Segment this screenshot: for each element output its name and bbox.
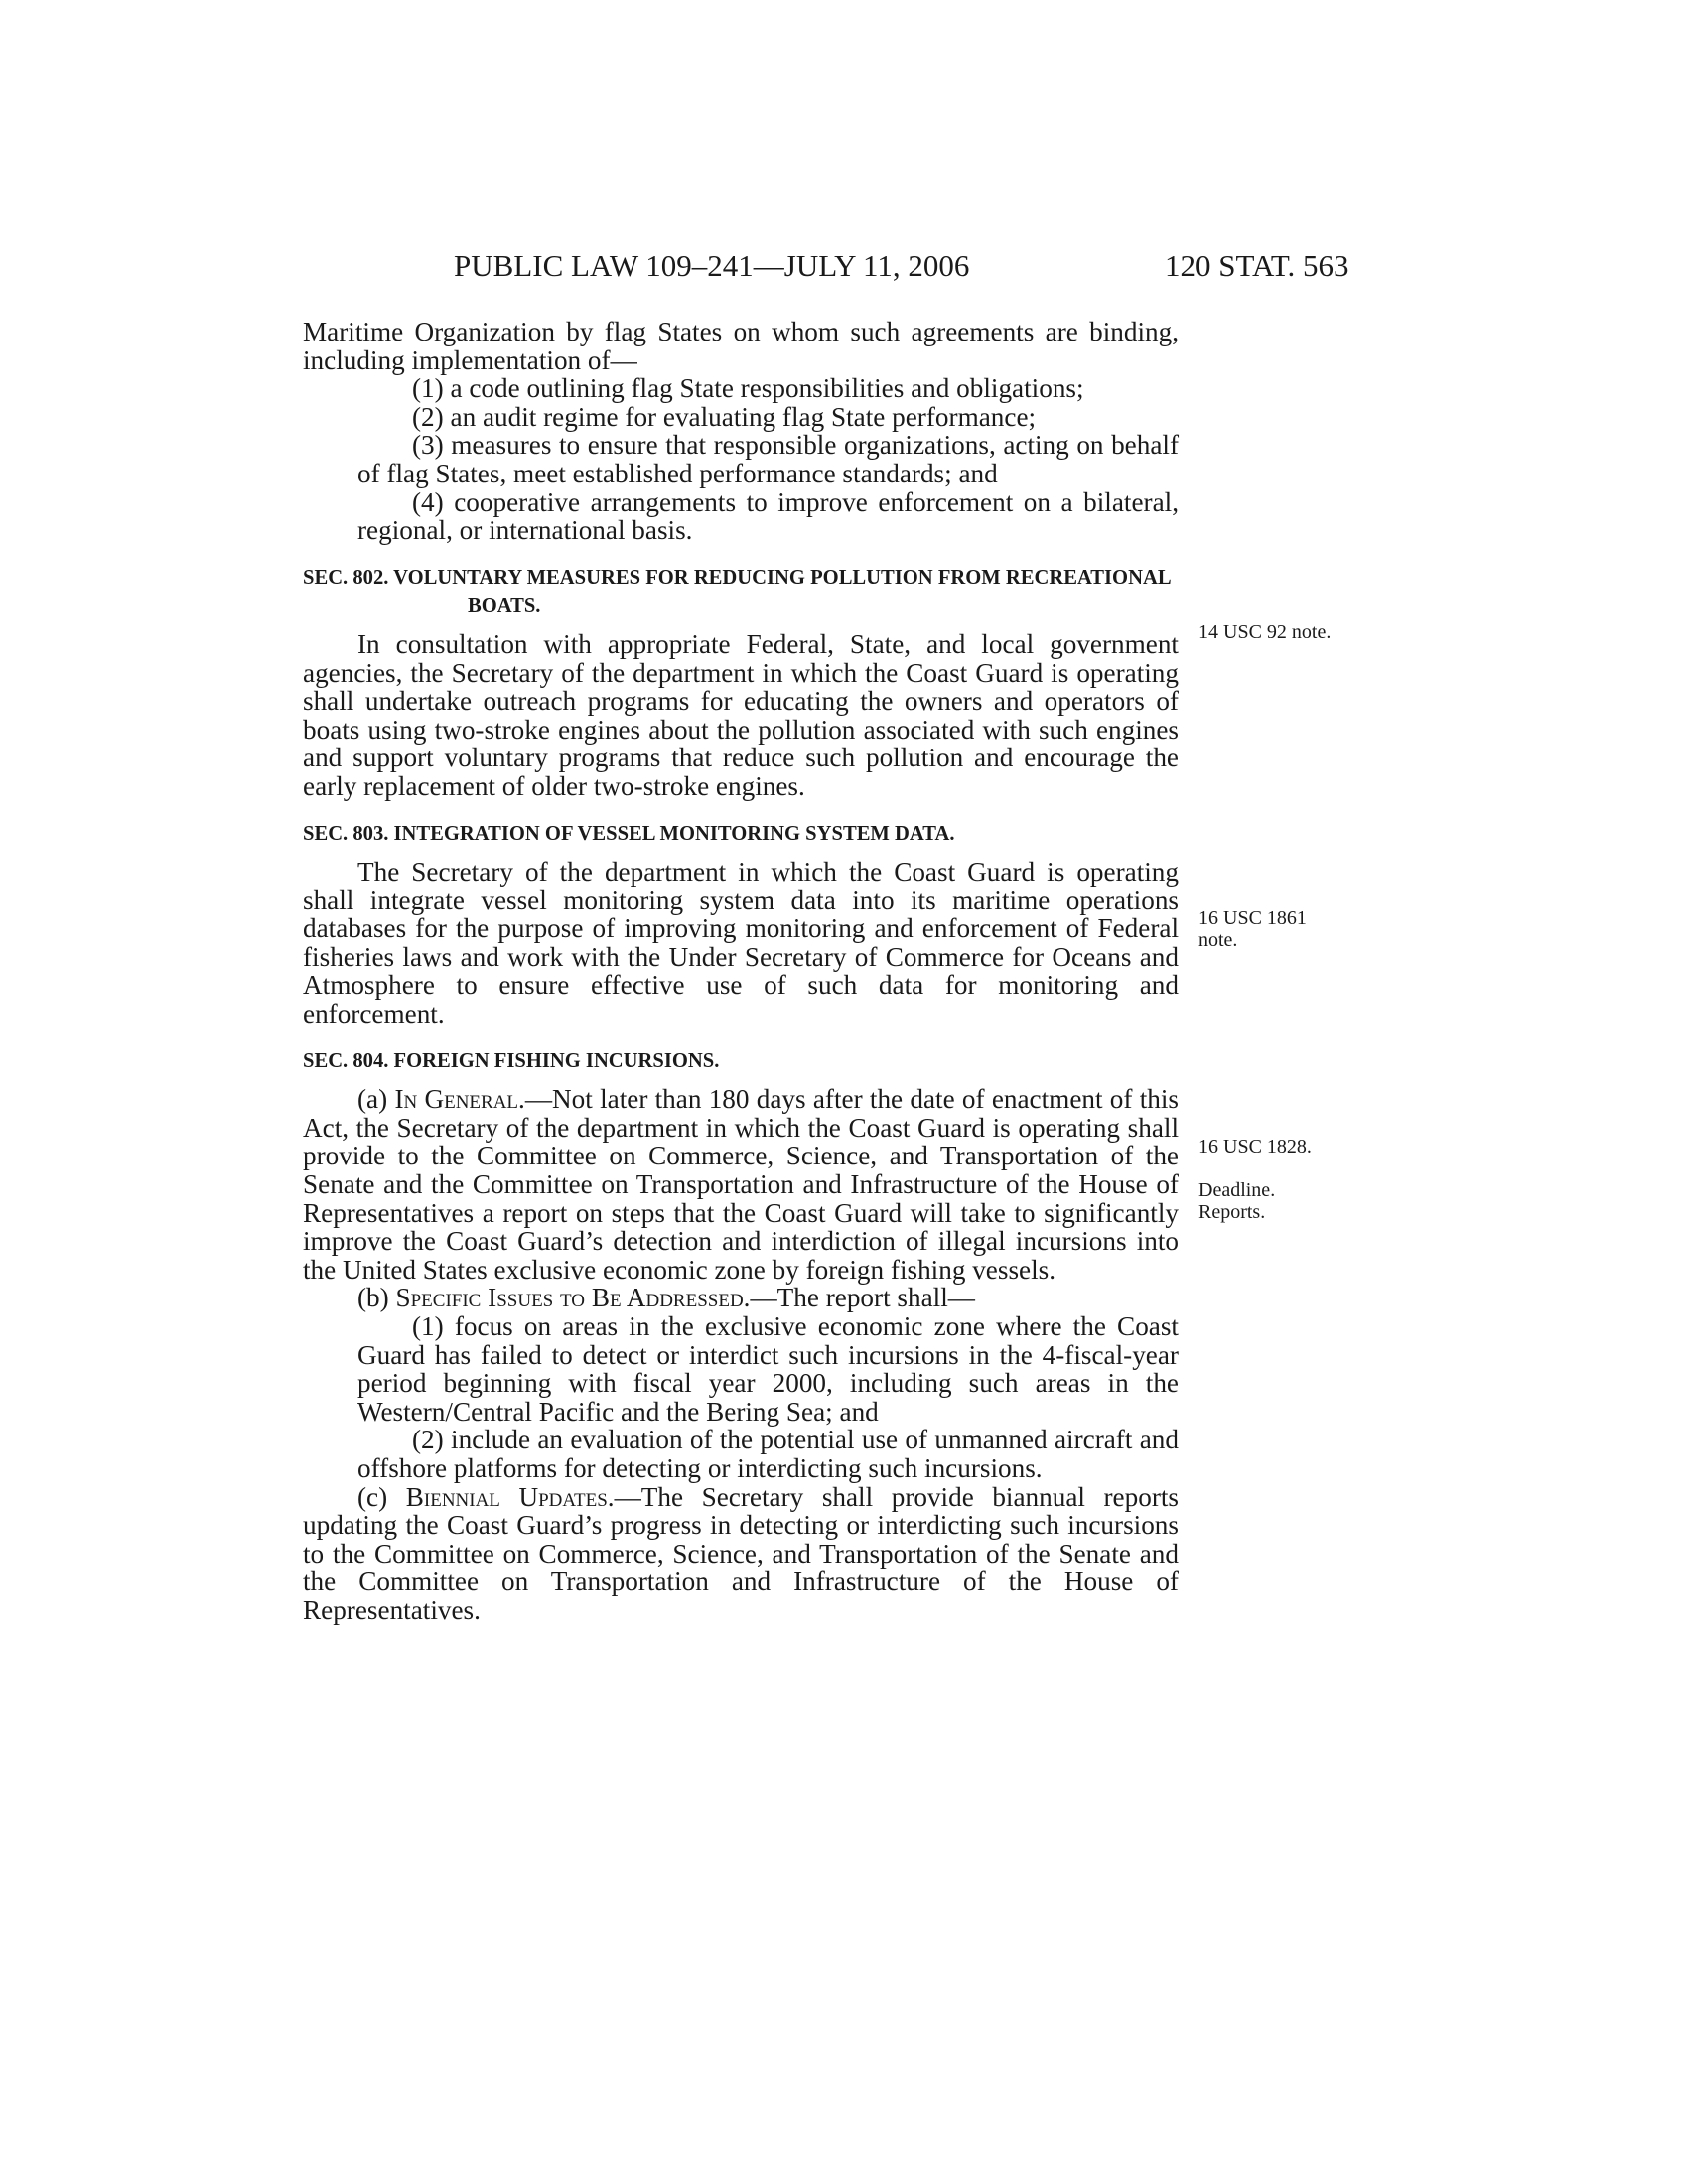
subsection-804c-title: Biennial Updates <box>405 1481 608 1512</box>
subsection-804a-body: .—Not later than 180 days after the date of enactment of this Act, the Secretary of the department in which the Coast Guard is operating shall provide to the Committee on Commerce, Science, and Transportation of the Senate and the Committee on Transportation and Infrastructure of the House of Representatives a report on steps that the Coast Guard will take to significantly improve the Coast Guard’s detection and interdiction of illegal incursions into the United States exclusive economic zone by foreign fishing vessels. <box>303 1084 1179 1285</box>
margin-note-sec802: 14 USC 92 note. <box>1198 621 1332 643</box>
margin-note-sec804a: Deadline. Reports. <box>1198 1179 1276 1223</box>
subsection-804a-label: (a) <box>357 1084 395 1115</box>
intro-item-3: (3) measures to ensure that responsible organizations, acting on behalf of flag States, meet established performance standards; and <box>357 430 1179 488</box>
main-text-column <box>303 318 1179 1625</box>
intro-lead: Maritime Organization by flag States on whom such agreements are binding, including implementation of— <box>303 317 1179 375</box>
intro-item-4: (4) cooperative arrangements to improve enforcement on a bilateral, regional, or international basis. <box>357 486 1179 546</box>
intro-item-2: (2) an audit regime for evaluating flag State performance; <box>412 401 1037 432</box>
subsection-804b-item-2: (2) include an evaluation of the potential use of unmanned aircraft and offshore platforms for detecting or interdicting such incursions. <box>357 1425 1179 1483</box>
intro-item-1: (1) a code outlining flag State responsibilities and obligations; <box>412 373 1084 404</box>
page-number-stat: 120 STAT. 563 <box>1165 248 1349 283</box>
subsection-804b-body: .—The report shall— <box>743 1283 975 1313</box>
subsection-804c-body: .—The Secretary shall provide biannual reports updating the Coast Guard’s progress in detecting or interdicting such incursions to the Committee on Commerce, Science, and Transportation of the Senate and the Committee on Transportation and Infrastructure of the House of Representatives. <box>303 1481 1180 1625</box>
section-heading-803: SEC. 803. INTEGRATION OF VESSEL MONITORING SYSTEM DATA. <box>303 822 955 845</box>
running-header-law: PUBLIC LAW 109–241—JULY 11, 2006 <box>454 248 970 283</box>
section-body-803: The Secretary of the department in which the Coast Guard is operating shall integrate vessel monitoring system data into its maritime operations databases for the purpose of improving monitoring and enforcement of Federal fisheries laws and work with the Under Secretary of Commerce for Oceans and Atmosphere to ensure effective use of such data for monitoring and enforcement. <box>303 857 1179 1029</box>
subsection-804a-title: In General <box>394 1084 519 1115</box>
subsection-804a <box>303 1085 1179 1284</box>
subsection-804b-item-1: (1) focus on areas in the exclusive economic zone where the Coast Guard has failed to detect or interdict such incursions in the 4-fiscal-year period beginning with fiscal year 2000, including such areas in the Western/Central Pacific and the Bering Sea; and <box>357 1311 1179 1427</box>
margin-note-sec803: 16 USC 1861 note. <box>1198 907 1307 951</box>
subsection-804c-label: (c) <box>357 1481 406 1512</box>
subsection-804b-label: (b) <box>357 1283 396 1313</box>
subsection-804b-title: Specific Issues to Be Addressed <box>395 1283 744 1313</box>
section-heading-804: SEC. 804. FOREIGN FISHING INCURSIONS. <box>303 1049 720 1072</box>
subsection-804c <box>303 1483 1179 1625</box>
subsection-804b <box>303 1284 1179 1312</box>
margin-note-sec804: 16 USC 1828. <box>1198 1136 1312 1158</box>
section-body-802: In consultation with appropriate Federal, State, and local government agencies, the Secretary of the department in which the Coast Guard is operating shall undertake outreach programs for educating the owners and operators of boats using two-stroke engines about the pollution associated with such engines and support voluntary programs that reduce such pollution and encourage the early replacement of older two-stroke engines. <box>303 628 1179 801</box>
section-heading-802: SEC. 802. VOLUNTARY MEASURES FOR REDUCING POLLUTION FROM RECREATIONAL BOATS. <box>303 566 1171 617</box>
